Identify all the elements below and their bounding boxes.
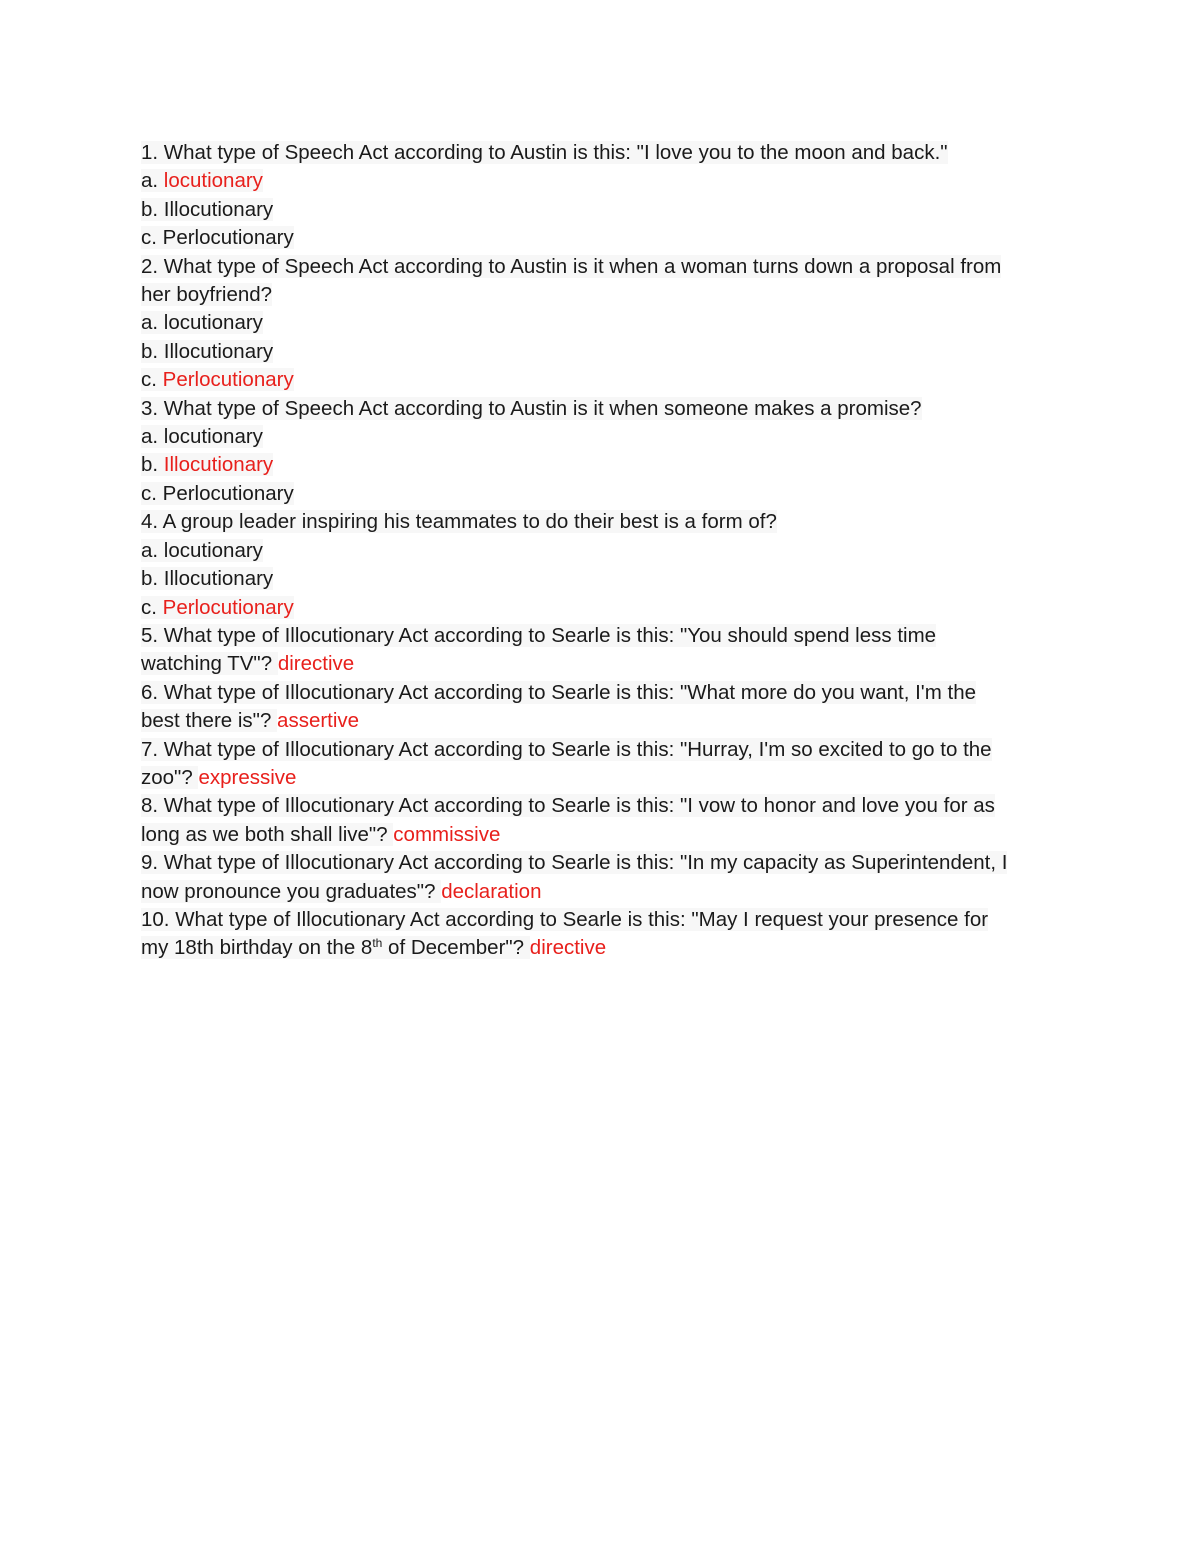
question-7-text: 7. What type of Illocutionary Act according to Searle is this: "Hurray, I'm so excited to go to the [141, 737, 992, 761]
question-4-option-c: c. Perlocutionary [141, 595, 294, 619]
question-2-text: 2. What type of Speech Act according to Austin is it when a woman turns down a proposal from [141, 254, 1002, 278]
question-3-option-b: b. Illocutionary [141, 453, 274, 477]
question-2-option-b: b. Illocutionary [141, 339, 274, 363]
correct-answer: Perlocutionary [162, 595, 294, 619]
question-1-option-b: b. Illocutionary [141, 197, 274, 221]
question-5-text-cont: watching TV"? directive [141, 652, 355, 676]
question-9-text-cont: now pronounce you graduates"? declaration [141, 879, 542, 903]
question-5-answer: directive [277, 652, 355, 676]
question-4-text: 4. A group leader inspiring his teammates to do their best is a form of? [141, 510, 777, 534]
question-4-option-a: a. locutionary [141, 538, 263, 562]
question-1-text: 1. What type of Speech Act according to Austin is this: "I love you to the moon and back." [141, 141, 948, 164]
question-3-text: 3. What type of Speech Act according to Austin is it when someone makes a promise? [141, 396, 922, 420]
superscript-ordinal: th [372, 936, 383, 951]
question-9-text: 9. What type of Illocutionary Act according to Searle is this: "In my capacity as Superintendent, I [141, 851, 1008, 875]
question-10-text: 10. What type of Illocutionary Act according to Searle is this: "May I request your presence for [141, 907, 989, 931]
question-8-text-cont: long as we both shall live"? commissive [141, 822, 501, 846]
question-2-option-c: c. Perlocutionary [141, 368, 294, 392]
question-3-option-c: c. Perlocutionary [141, 481, 294, 505]
question-4-option-b: b. Illocutionary [141, 567, 274, 591]
question-1-option-c: c. Perlocutionary [141, 226, 294, 250]
question-2-text-cont: her boyfriend? [141, 283, 273, 307]
question-6-answer: assertive [277, 709, 360, 733]
question-1-option-a: a. locutionary [141, 169, 263, 193]
correct-answer: Perlocutionary [162, 368, 294, 392]
question-10-text-cont: my 18th birthday on the 8th of December"? directive [141, 936, 607, 960]
correct-answer: Illocutionary [163, 453, 274, 477]
question-6-text-cont: best there is"? assertive [141, 709, 360, 733]
question-5-text: 5. What type of Illocutionary Act according to Searle is this: "You should spend less time [141, 623, 937, 647]
question-9-answer: declaration [441, 879, 542, 903]
quiz-document [141, 139, 1071, 963]
question-7-answer: expressive [198, 765, 297, 789]
question-10-answer: directive [529, 936, 607, 960]
question-2-option-a: a. locutionary [141, 311, 263, 335]
question-8-answer: commissive [393, 822, 501, 846]
question-8-text: 8. What type of Illocutionary Act according to Searle is this: "I vow to honor and love you for as [141, 794, 995, 818]
question-3-option-a: a. locutionary [141, 425, 263, 449]
correct-answer: locutionary [163, 169, 263, 193]
question-7-text-cont: zoo"? expressive [141, 765, 297, 789]
question-6-text: 6. What type of Illocutionary Act according to Searle is this: "What more do you want, I'm the [141, 680, 976, 704]
